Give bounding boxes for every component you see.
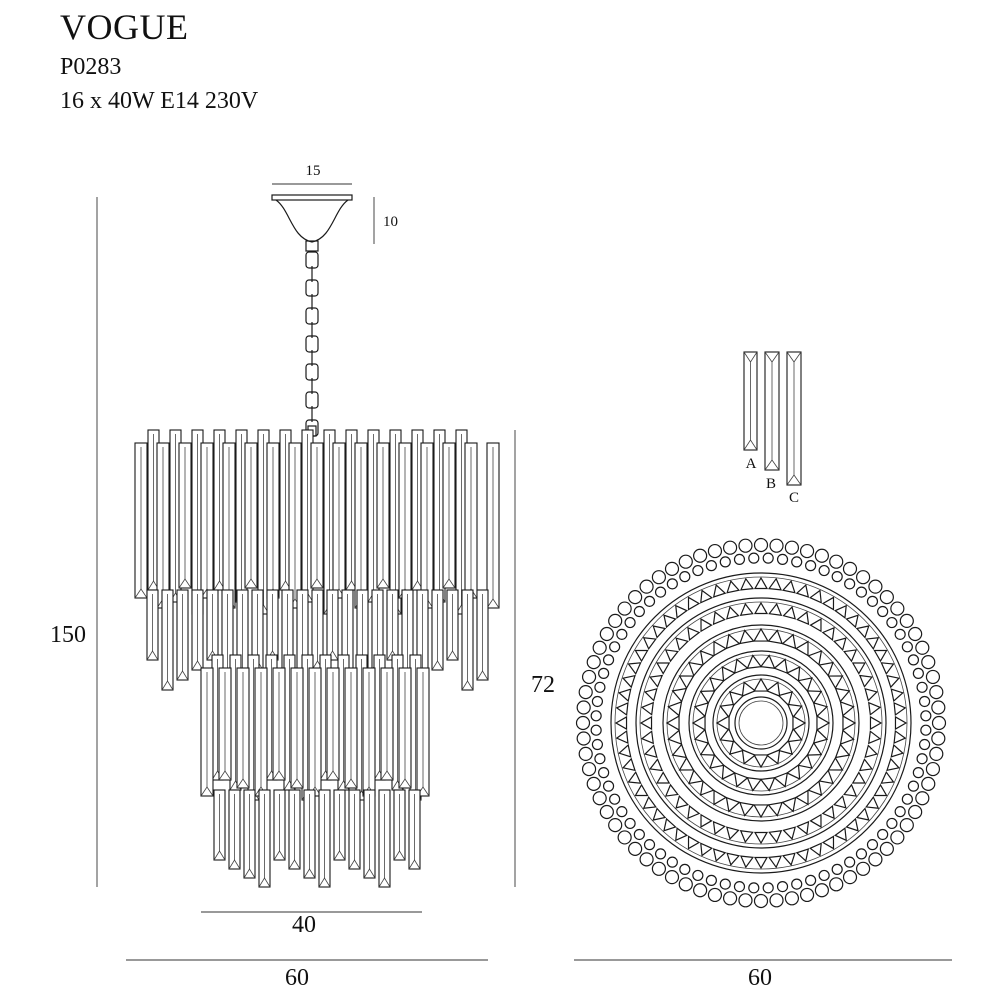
lower-width-label: 40 [292, 912, 316, 938]
product-code: P0283 [60, 54, 122, 80]
product-spec: 16 x 40W E14 230V [60, 88, 259, 114]
body-height-label: 72 [531, 672, 555, 698]
chain [306, 252, 318, 436]
chandelier-side-view [135, 430, 499, 887]
chandelier-top-view [577, 539, 946, 908]
crystal-label-a: A [745, 456, 757, 472]
canopy-height-label: 10 [383, 214, 398, 230]
product-name: VOGUE [60, 7, 189, 47]
crystal-type-a [744, 352, 757, 472]
total-height-label: 150 [50, 622, 86, 648]
crystal-types [744, 352, 801, 506]
crystal-label-c: C [788, 490, 800, 506]
top-width-label: 60 [748, 965, 772, 991]
crystal-type-b [765, 352, 779, 492]
crystal-type-c [787, 352, 801, 506]
crystal-label-b: B [765, 476, 777, 492]
side-width-label: 60 [285, 965, 309, 991]
canopy [272, 195, 352, 251]
canopy-width-label: 15 [305, 163, 321, 179]
